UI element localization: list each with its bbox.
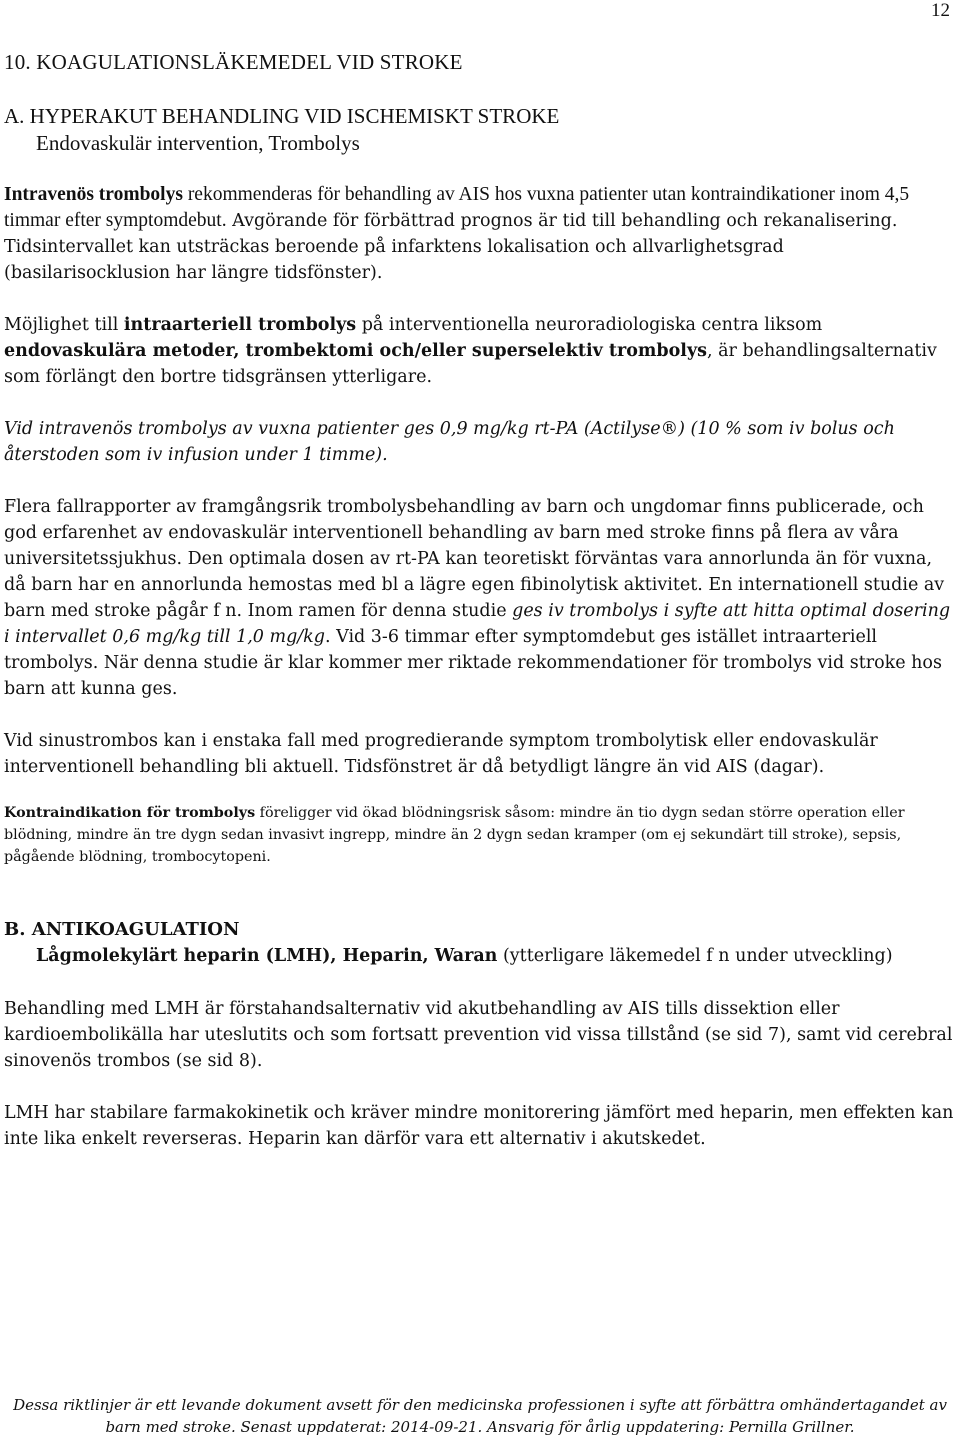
italic-text: Vid intravenös trombolys av vuxna patienter ges 0,9 mg/kg rt-PA (Actilyse®) (10 % som iv bolus och återstoden som iv infusion under 1 timme).	[4, 419, 895, 465]
paragraph-lmh-pharmacokinetics: LMH har stabilare farmakokinetik och kräver mindre monitorering jämfört med heparin, men effekten kan inte lika enkelt reverseras. Heparin kan därför vara ett alternativ i akutskedet.	[4, 1103, 954, 1149]
paragraph-iv-thrombolysis	[4, 182, 954, 286]
paragraph-children	[4, 494, 954, 702]
text-span: Flera fallrapporter av framgångsrik trombolysbehandling av barn och ungdomar finns publicerade, och god erfarenhet av endovaskulär interventionell behandling av barn med stroke finns på flera av våra universitetssjukhus. Den optimala dosen av rt-PA kan teoretiskt förväntas vara annorlunda än för vuxna, då barn har en annorlunda hemostas med bl a lägre egen fibinolytisk aktivitet. En internationell studie av barn med stroke pågår f n. Inom ramen för denna studie	[4, 497, 945, 621]
bold-term: intraarteriell trombolys	[123, 315, 357, 335]
footer-line-1: Dessa riktlinjer är ett levande dokument avsett för den medicinska professionen i syfte att förbättra omhändertagandet av	[13, 1396, 947, 1414]
section-a-heading: A. HYPERAKUT BEHANDLING VID ISCHEMISKT STROKE	[4, 104, 560, 128]
text-span: rekommenderas för behandling av AIS hos vuxna patienter utan kontraindikationer inom 4,5 timmar efter symptomdebut.	[4, 184, 910, 231]
document-body	[4, 50, 954, 1152]
text-span: Möjlighet till	[4, 315, 124, 335]
text-span: (ytterligare läkemedel f n under utveckling)	[497, 946, 893, 966]
paragraph-dosage	[4, 416, 954, 468]
paragraph-lmh-first-line: Behandling med LMH är förstahandsalternativ vid akutbehandling av AIS tills dissektion eller kardioembolikälla har uteslutits och som fortsatt prevention vid vissa tillstånd (se sid 7), samt vid cerebral sinovenös trombos (se sid 8).	[4, 999, 953, 1071]
bold-term: Kontraindikation för trombolys	[4, 805, 256, 821]
text-span: på interventionella neuroradiologiska centra liksom	[356, 315, 823, 335]
section-b-subheading	[4, 943, 954, 970]
text-span: . Vid 3-6 timmar efter symptomdebut ges istället intraarteriell trombolys. När denna studie är klar kommer mer riktade rekommendationer för trombolys vid stroke hos barn att kunna ges.	[4, 627, 942, 699]
footer-line-2: barn med stroke. Senast uppdaterat: 2014-09-21. Ansvarig för årlig uppdatering: Pernilla Grillner.	[105, 1418, 855, 1436]
paragraph-sinus-thrombosis: Vid sinustrombos kan i enstaka fall med progredierande symptom trombolytisk eller endovaskulär interventionell behandling bli aktuell. Tidsfönstret är då betydligt längre än vid AIS (dagar).	[4, 731, 878, 777]
section-a-subheading: Endovaskulär intervention, Trombolys	[36, 131, 360, 155]
page-footer	[0, 1394, 960, 1438]
bold-term: Intravenös trombolys	[4, 184, 183, 205]
paragraph-contraindications	[4, 802, 954, 868]
section-b-heading: B. ANTIKOAGULATION	[4, 919, 240, 940]
text-span: , är behandlingsalternativ som förlängt den bortre tidsgränsen ytterligare.	[4, 341, 937, 387]
text-span: Avgörande för förbättrad prognos är tid till behandling och rekanalisering. Tidsintervallet kan utsträckas beroende på infarktens lokalisation och allvarlighetsgrad (basilarisocklusion har längre tidsfönster).	[4, 211, 898, 283]
section-b-header	[4, 916, 954, 970]
bold-term: Lågmolekylärt heparin (LMH),	[36, 946, 343, 966]
chapter-title: 10. KOAGULATIONSLÄKEMEDEL VID STROKE	[4, 50, 463, 74]
paragraph-intraarterial	[4, 312, 954, 390]
page-number: 12	[931, 0, 950, 21]
italic-text: ges iv trombolys i syfte att hitta optimal dosering i intervallet 0,6 mg/kg till 1,0 mg/kg	[4, 601, 951, 647]
text-span: föreligger vid ökad blödningsrisk såsom: mindre än tio dygn sedan större operation eller blödning, mindre än tre dygn sedan invasivt ingrepp, mindre än 2 dygn sedan kramper (om ej sekundärt till stroke), sepsis, pågående blödning, trombocytopeni.	[4, 805, 905, 865]
section-a-header	[4, 103, 954, 157]
bold-term: endovaskulära metoder, trombektomi och/eller superselektiv trombolys	[4, 341, 707, 361]
bold-term: Heparin, Waran	[342, 946, 498, 966]
